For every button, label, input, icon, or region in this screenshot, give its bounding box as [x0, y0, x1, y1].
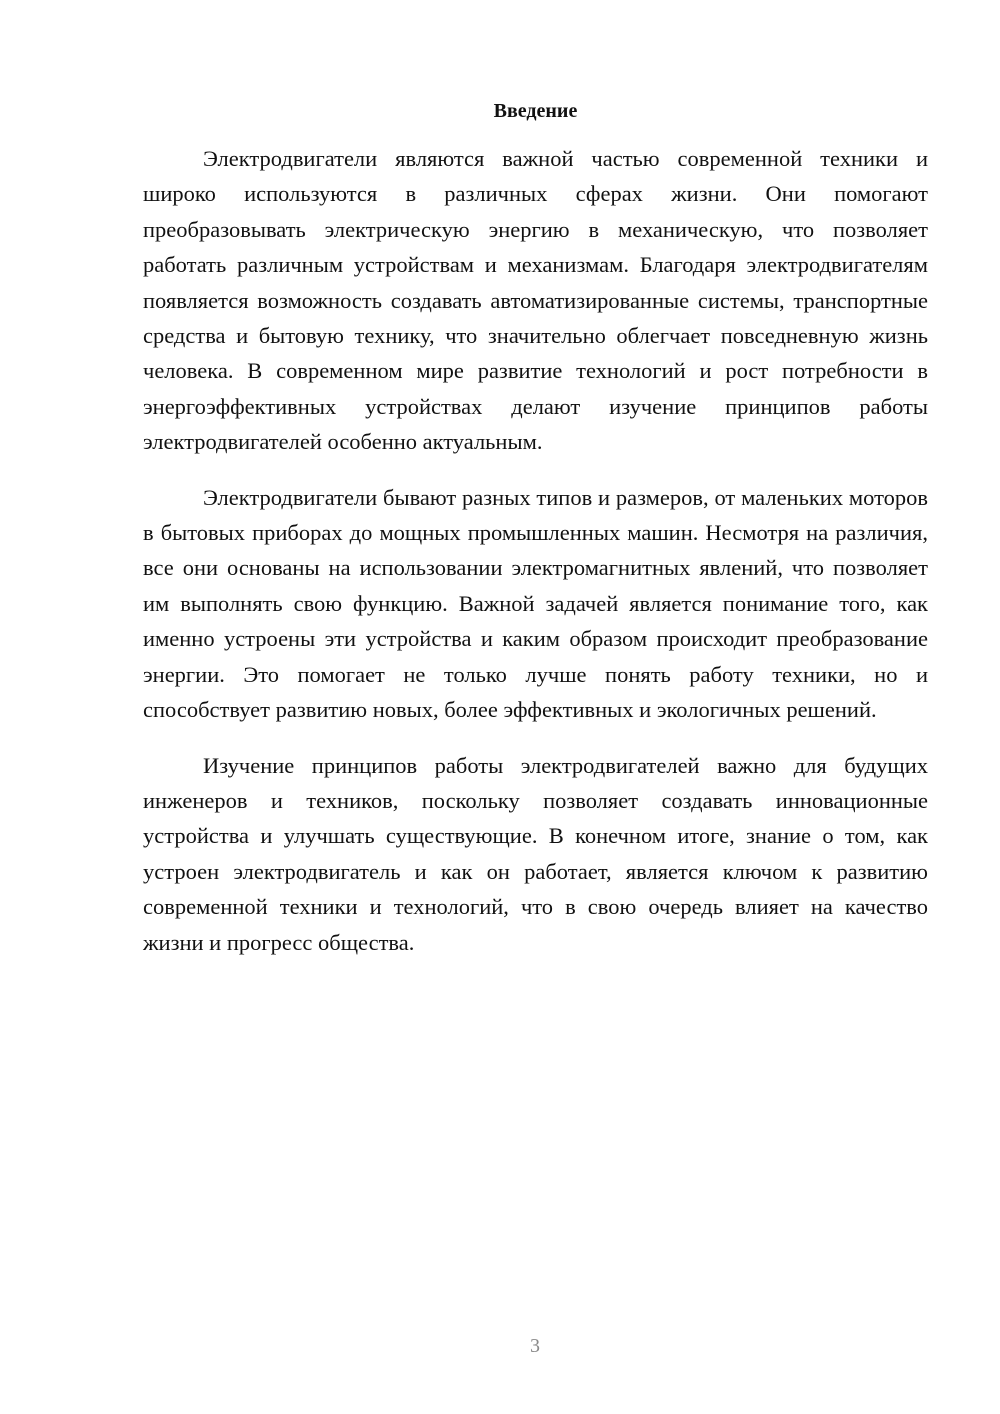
body-text: [143, 141, 928, 980]
paragraph-2: Электродвигатели бывают разных типов и размеров, от маленьких моторов в бытовых приборах до мощных промышленных машин. Несмотря на различия, все они основаны на использовании электромагнитных явлений, что позволяет им выполнять свою функцию. Важной задачей является понимание того, как именно устроены эти устройства и каким образом происходит преобразование энергии. Это помогает не только лучше понять работу техники, но и способствует развитию новых, более эффективных и экологичных решений.: [143, 484, 928, 723]
section-heading: Введение: [493, 100, 578, 122]
page-number: 3: [530, 1335, 540, 1357]
paragraph-3: Изучение принципов работы электродвигателей важно для будущих инженеров и техников, поскольку позволяет создавать инновационные устройства и улучшать существующие. В конечном итоге, знание о том, как устроен электродвигатель и как он работает, является ключом к развитию современной техники и технологий, что в свою очередь влияет на качество жизни и прогресс общества.: [143, 752, 928, 955]
paragraph-1: Электродвигатели являются важной частью современной техники и широко используются в различных сферах жизни. Они помогают преобразовывать электрическую энергию в механическую, что позволяет работать различным устройствам и механизмам. Благодаря электродвигателям появляется возможность создавать автоматизированные системы, транспортные средства и бытовую технику, что значительно облегчает повседневную жизнь человека. В современном мире развитие технологий и рост потребности в энергоэффективных устройствах делают изучение принципов работы электродвигателей особенно актуальным.: [143, 146, 928, 455]
